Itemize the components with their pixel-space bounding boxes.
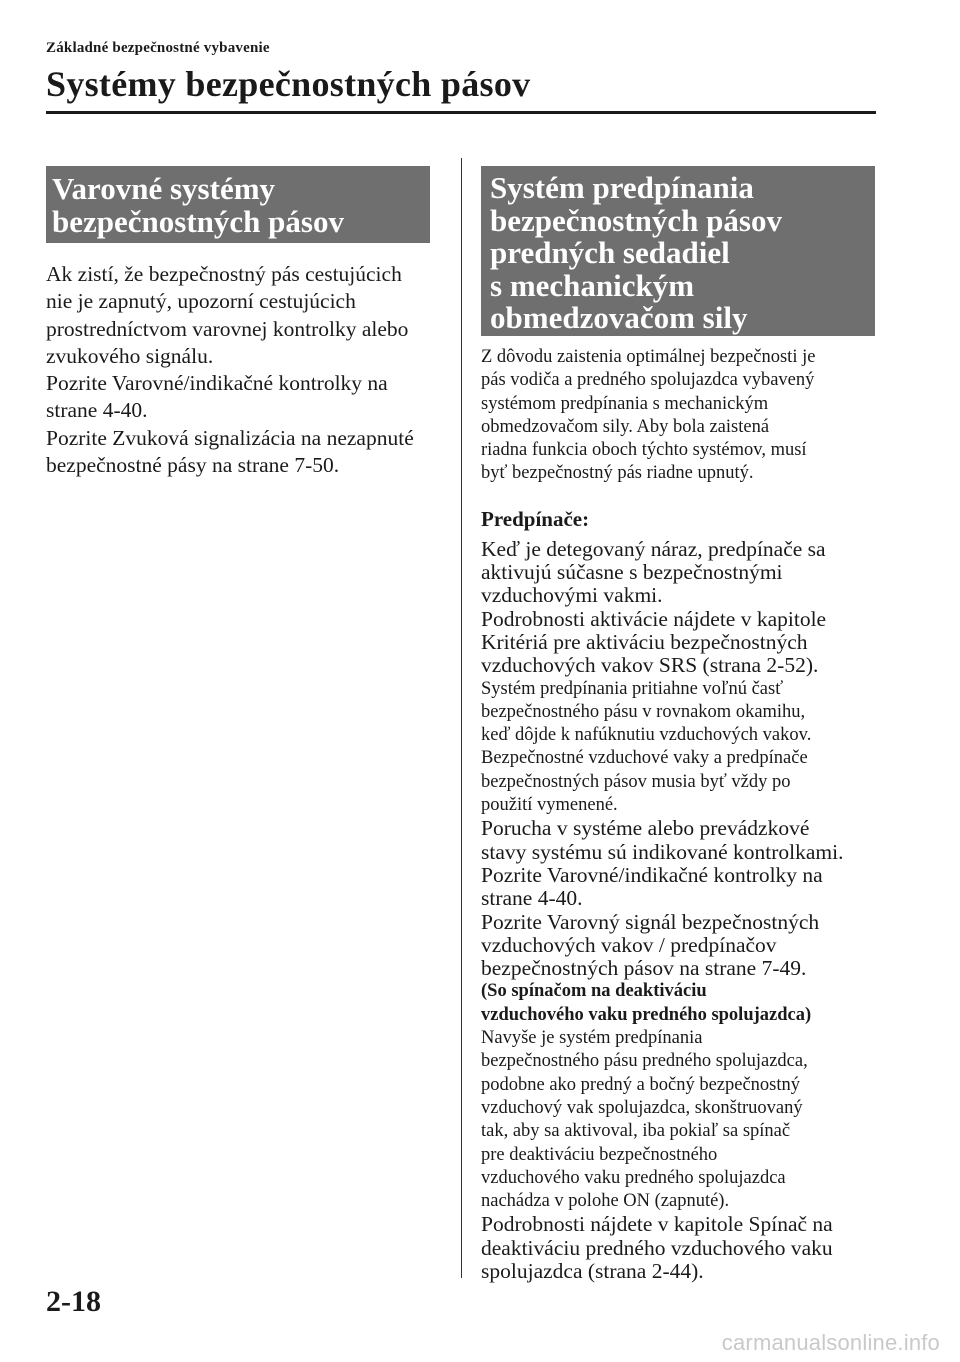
right-section-body	[481, 346, 876, 1283]
text-line: obmedzovačom sily. Aby bola zaistená	[481, 416, 770, 437]
text-line: Z dôvodu zaistenia optimálnej bezpečnosti je	[481, 347, 816, 367]
left-section-body	[46, 261, 431, 479]
paragraph-activation	[481, 538, 876, 678]
text-line: stavy systému sú indikované kontrolkami.	[481, 839, 844, 864]
text-line: byť bezpečnostný pás riadne upnutý.	[481, 463, 754, 484]
text-line: vzduchových vakov SRS (strana 2-52).	[481, 653, 819, 678]
text-line: nie je zapnutý, upozorní cestujúcich	[46, 289, 356, 314]
text-line: vzduchový vak spolujazdca, skonštruovaný	[481, 1097, 803, 1118]
text-line: Systém predpínania pritiahne voľnú časť	[481, 678, 784, 699]
heading-line: obmedzovačom sily	[490, 300, 748, 335]
page-number: 2-18	[46, 1285, 101, 1318]
paragraph-malfunction	[481, 817, 876, 980]
text-line: Pozrite Varovné/indikačné kontrolky na	[481, 862, 823, 887]
intro-paragraph	[481, 346, 876, 486]
text-line: Podrobnosti nájdete v kapitole Spínač na	[481, 1212, 833, 1237]
text-line: Bezpečnostné vzduchové vaky a predpínače	[481, 748, 808, 769]
text-line: strane 4-40.	[481, 886, 583, 911]
text-line: použití vymenené.	[481, 795, 618, 816]
text-line: bezpečnostné pásy na strane 7-50.	[46, 453, 340, 478]
breadcrumb: Základné bezpečnostné vybavenie	[46, 40, 270, 56]
text-line: bezpečnostných pásov musia byť vždy po	[481, 771, 791, 792]
text-line: vzduchovými vakmi.	[481, 583, 663, 608]
text-line: podobne ako predný a bočný bezpečnostný	[481, 1074, 801, 1095]
text-line: bezpečnostných pásov na strane 7-49.	[481, 956, 807, 981]
text-line: Porucha v systéme alebo prevádzkové	[481, 816, 810, 841]
text-line: Kritériá pre aktiváciu bezpečnostných	[481, 629, 808, 654]
text-line: Pozrite Varovné/indikačné kontrolky na	[46, 371, 388, 396]
text-line: deaktiváciu predného vzduchového vaku	[481, 1235, 833, 1260]
text-line: keď dôjde k nafúknutiu vzduchových vakov.	[481, 725, 812, 746]
right-column	[481, 166, 876, 1283]
text-line: Ak zistí, že bezpečnostný pás cestujúcich	[46, 262, 402, 286]
text-line: bezpečnostného pásu predného spolujazdca,	[481, 1051, 808, 1072]
subheading-pretensioners: Predpínače:	[481, 506, 590, 531]
text-line: systémom predpínania s mechanickým	[481, 393, 769, 414]
text-line: Navyše je systém predpínania	[481, 1028, 703, 1049]
text-line: zvukového signálu.	[46, 343, 214, 368]
text-line: Pozrite Zvuková signalizácia na nezapnuté	[46, 425, 414, 450]
text-line: strane 4-40.	[46, 398, 148, 423]
text-line: Podrobnosti aktivácie nájdete v kapitole	[481, 606, 827, 631]
text-line: bezpečnostného pásu v rovnakom okamihu,	[481, 701, 806, 722]
text-line: spolujazdca (strana 2-44).	[481, 1258, 704, 1283]
right-section-heading	[481, 166, 875, 336]
text-line: vzduchového vaku predného spolujazdca)	[481, 1004, 812, 1025]
text-line: (So spínačom na deaktiváciu	[481, 981, 707, 1002]
text-line: pre deaktiváciu bezpečnostného	[481, 1144, 718, 1165]
text-line: pás vodiča a predného spolujazdca vybavený	[481, 370, 815, 391]
text-line: Pozrite Varovný signál bezpečnostných	[481, 909, 820, 934]
text-line: prostredníctvom varovnej kontrolky alebo	[46, 316, 409, 341]
text-line: tak, aby sa aktivoval, iba pokiaľ sa spínač	[481, 1121, 791, 1142]
left-column	[46, 166, 431, 479]
paragraph-details	[481, 1213, 876, 1283]
page-title: Systémy bezpečnostných pásov	[46, 64, 531, 104]
text-line: vzduchového vaku predného spolujazdca	[481, 1167, 786, 1188]
column-divider	[461, 158, 462, 1278]
text-line: nachádza v polohe ON (zapnuté).	[481, 1191, 730, 1212]
text-line: riadna funkcia oboch týchto systémov, musí	[481, 440, 807, 461]
heading-line: Varovné systémy	[52, 171, 276, 206]
paragraph-deactivation-switch	[481, 1027, 876, 1213]
paragraph-pretension-function	[481, 678, 876, 818]
heading-line: s mechanickým	[490, 267, 695, 303]
heading-line: bezpečnostných pásov	[490, 202, 782, 238]
heading-line: bezpečnostných pásov	[52, 204, 344, 239]
heading-line: predných sedadiel	[490, 235, 730, 270]
text-line: vzduchových vakov / predpínačov	[481, 932, 777, 957]
left-section-heading	[46, 166, 430, 243]
title-rule	[46, 111, 876, 114]
watermark: carmanualsonline.info	[721, 1330, 940, 1355]
bold-note	[481, 980, 876, 1027]
heading-line: Systém predpínania	[490, 170, 754, 205]
text-line: aktivujú súčasne s bezpečnostnými	[481, 560, 783, 585]
text-line: Keď je detegovaný náraz, predpínače sa	[481, 536, 826, 561]
